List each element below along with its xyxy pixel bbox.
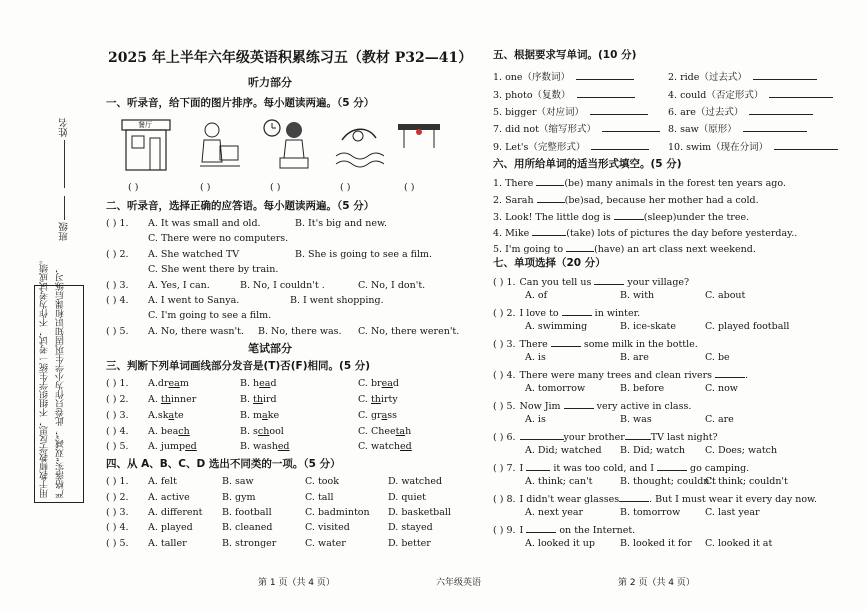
s7-q2-option-a[interactable]: A. swimming	[525, 321, 588, 332]
s5-right-label: 4. could（否定形式）	[668, 90, 764, 101]
s2-q4-num[interactable]: ( ) 4.	[106, 295, 129, 306]
s4-q2-c: C. tall	[305, 492, 334, 503]
s7-blank[interactable]	[715, 368, 745, 378]
underlined-part: th	[253, 394, 263, 405]
s2-q3-c: C. No, I don't.	[358, 280, 426, 291]
s7-answer-bracket[interactable]: ( ) 8.	[493, 494, 516, 505]
s5-right-answer-blank[interactable]	[743, 122, 807, 132]
s7-q1-option-b[interactable]: B. with	[620, 290, 655, 301]
s5-left-label: 5. bigger（对应词）	[493, 107, 585, 118]
s3-q5-num[interactable]: ( ) 5.	[106, 441, 129, 452]
s7-q7-option-b[interactable]: B. thought; couldn't	[620, 476, 716, 487]
underlined-part: ch	[257, 426, 270, 437]
word-part: irty	[380, 394, 398, 405]
s7-question-end: TV last night?	[650, 432, 718, 443]
s2-q5-a: A. No, there wasn't.	[148, 326, 244, 337]
s4-q3-d: D. basketball	[388, 507, 451, 518]
word-part: B. h	[240, 378, 260, 389]
s7-q2-option-c[interactable]: C. played football	[705, 321, 790, 332]
s7-question-start: I love to	[519, 308, 562, 319]
s7-answer-bracket[interactable]: ( ) 3.	[493, 339, 516, 350]
s6-item-1	[493, 176, 786, 190]
s5-left-item-2	[493, 88, 635, 102]
s6-item-5	[493, 242, 756, 256]
pic-bracket-5[interactable]: ( )	[404, 182, 415, 193]
underlined-part: ta	[395, 426, 406, 437]
s7-blank[interactable]	[520, 430, 564, 440]
s7-q9-option-c[interactable]: C. looked it at	[705, 538, 773, 549]
class-line	[64, 196, 65, 220]
s7-question-end: . But I must wear it every day now.	[649, 494, 818, 505]
s7-question-end: in winter.	[591, 308, 641, 319]
s2-q1-num[interactable]: ( ) 1.	[106, 218, 129, 229]
s7-q7-option-c[interactable]: C. think; couldn't	[705, 476, 788, 487]
s7-q9	[493, 523, 635, 537]
picture-swimmer	[334, 118, 384, 172]
s7-question-start: I	[519, 463, 527, 474]
s2-q1-c: C. There were no computers.	[148, 233, 289, 244]
s7-blank[interactable]	[526, 523, 556, 533]
s7-q6-option-a[interactable]: A. Did; watched	[525, 445, 602, 456]
s7-q7-option-a[interactable]: A. think; can't	[525, 476, 593, 487]
s6-answer-blank[interactable]	[537, 193, 565, 203]
s3-q2-num[interactable]: ( ) 2.	[106, 394, 129, 405]
s2-q4-c: C. I'm going to see a film.	[148, 310, 272, 321]
pic-bracket-2[interactable]: ( )	[200, 182, 211, 193]
word-part: B. s	[240, 426, 258, 437]
s6-question-start: 1. There	[493, 178, 537, 189]
name-line	[64, 140, 65, 188]
s3-q4-b	[240, 426, 284, 438]
section-4-heading: 四、从 A、B、C、D 选出不同类的一项。（5 分）	[106, 458, 341, 470]
underlined-part: ea	[259, 378, 271, 389]
s7-answer-bracket[interactable]: ( ) 5.	[493, 401, 516, 412]
word-part: B.	[240, 394, 254, 405]
s7-blank[interactable]	[564, 399, 594, 409]
s7-q3-option-a[interactable]: A. is	[525, 352, 546, 363]
s3-q4-num[interactable]: ( ) 4.	[106, 426, 129, 437]
section-7-heading: 七、单项选择（20 分）	[493, 257, 606, 269]
s5-right-answer-blank[interactable]	[769, 88, 833, 98]
word-part: C. br	[358, 378, 382, 389]
s5-right-item-3	[668, 105, 813, 119]
s4-q2-d: D. quiet	[388, 492, 426, 503]
s7-question-middle: your brother	[563, 432, 625, 443]
s7-q7	[493, 461, 749, 475]
s7-blank[interactable]	[526, 461, 550, 471]
word-part: ss	[387, 410, 398, 421]
s7-q4-option-c[interactable]: C. now	[705, 383, 738, 394]
s6-item-3	[493, 210, 749, 224]
word-part: h	[405, 426, 412, 437]
s7-question-start: There were many trees and clean rivers	[519, 370, 716, 381]
s4-q1-c: C. took	[305, 476, 339, 487]
word-part: inner	[170, 394, 197, 405]
s2-q3-b: B. No, I couldn't .	[240, 280, 325, 291]
s5-right-label: 10. swim（现在分词）	[668, 142, 769, 153]
s7-q5-option-a[interactable]: A. is	[525, 414, 546, 425]
s2-q5-b: B. No, there was.	[258, 326, 342, 337]
s7-q4	[493, 368, 748, 382]
word-part: m	[179, 378, 189, 389]
section-3-heading: 三、判断下列单词画线部分发音是(T)否(F)相同。(5 分)	[106, 360, 371, 372]
s5-left-label: 9. Let's（完整形式）	[493, 142, 586, 153]
word-part: C.	[358, 394, 371, 405]
underlined-part: ed	[277, 441, 290, 452]
pic-bracket-4[interactable]: ( )	[340, 182, 351, 193]
s7-q9-option-b[interactable]: B. looked it for	[620, 538, 692, 549]
s4-q5-b: B. stronger	[222, 538, 277, 549]
underlined-part: ed	[400, 441, 412, 452]
s6-question-end: (sleep)under the tree.	[643, 212, 750, 223]
s6-question-start: 2. Sarah	[493, 195, 537, 206]
s2-q2-c: C. She went there by train.	[148, 264, 279, 275]
s6-item-2	[493, 193, 759, 207]
s5-left-item-5	[493, 140, 649, 154]
picture-restaurant	[120, 118, 172, 172]
notice-line-2: 用于教师教学反思，不组织学生统一考试，不作为考试成绩。	[40, 255, 50, 498]
s4-q3-c: C. badminton	[305, 507, 370, 518]
s2-q1-b: B. It's big and new.	[295, 218, 387, 229]
s5-left-label: 3. photo（复数）	[493, 90, 571, 101]
s3-q4-a	[148, 426, 190, 438]
pic-bracket-3[interactable]: ( )	[270, 182, 281, 193]
s3-q5-c	[358, 441, 412, 453]
word-part: d	[392, 378, 399, 389]
s7-q9-option-a[interactable]: A. looked it up	[525, 538, 595, 549]
s6-answer-blank[interactable]	[532, 226, 566, 236]
s5-left-answer-blank[interactable]	[577, 88, 635, 98]
s5-left-answer-blank[interactable]	[576, 70, 634, 80]
s7-blank[interactable]	[562, 306, 592, 316]
s3-q3-b	[240, 410, 279, 422]
s6-answer-blank[interactable]	[614, 210, 644, 220]
s7-q6-option-b[interactable]: B. Did; watch	[620, 445, 686, 456]
listening-header: 听力部分	[248, 76, 292, 89]
s6-question-start: 5. I'm going to	[493, 244, 567, 255]
s7-q4-option-b[interactable]: B. before	[620, 383, 665, 394]
word-part: C. Chee	[358, 426, 396, 437]
s5-right-answer-blank[interactable]	[753, 70, 817, 80]
word-part: C. watch	[358, 441, 401, 452]
s3-q1-a	[148, 378, 189, 390]
s6-question-end: (have) an art class next weekend.	[594, 244, 756, 255]
s5-right-answer-blank[interactable]	[749, 105, 813, 115]
word-part: ool	[269, 426, 284, 437]
word-part: B. m	[240, 410, 263, 421]
s3-q5-a	[148, 441, 197, 453]
s4-q1-d: D. watched	[388, 476, 443, 487]
s6-question-start: 4. Mike	[493, 228, 533, 239]
s7-q4-option-a[interactable]: A. tomorrow	[525, 383, 586, 394]
s7-q8	[493, 492, 817, 506]
s7-q1	[493, 275, 689, 289]
s7-q1-option-a[interactable]: A. of	[525, 290, 548, 301]
s4-q4-b: B. cleaned	[222, 522, 273, 533]
s7-answer-bracket[interactable]: ( ) 2.	[493, 308, 516, 319]
s4-q5-num[interactable]: ( ) 5.	[106, 538, 129, 549]
class-label: 班级	[59, 222, 70, 241]
s6-item-4	[493, 226, 797, 240]
picture-reading-boy	[198, 118, 242, 172]
s7-answer-bracket[interactable]: ( ) 7.	[493, 463, 516, 474]
s3-q3-c	[358, 410, 397, 422]
s4-q3-num[interactable]: ( ) 3.	[106, 507, 129, 518]
s3-q1-b	[240, 378, 277, 390]
s7-q6	[493, 430, 718, 444]
section-1-heading: 一、听录音，给下面的图片排序。每小题读两遍。（5 分）	[106, 97, 375, 109]
s2-q4-a: A. I went to Sanya.	[148, 295, 240, 306]
s3-q3-num[interactable]: ( ) 3.	[106, 410, 129, 421]
word-part: A.	[148, 394, 161, 405]
underlined-part: ed	[185, 441, 197, 452]
s6-question-end: (be)sad, because her mother had a cold.	[564, 195, 759, 206]
s7-blank[interactable]	[551, 337, 581, 347]
s7-question-start: I	[519, 525, 527, 536]
s2-q3-num[interactable]: ( ) 3.	[106, 280, 129, 291]
s7-answer-bracket[interactable]: ( ) 1.	[493, 277, 516, 288]
s7-q3-option-c[interactable]: C. be	[705, 352, 730, 363]
s5-right-item-5	[668, 140, 838, 154]
s5-left-item-1	[493, 70, 634, 84]
s5-left-item-3	[493, 105, 648, 119]
s3-q1-c	[358, 378, 399, 390]
s7-question-end: go camping.	[687, 463, 750, 474]
s7-q3-option-b[interactable]: B. are	[620, 352, 649, 363]
s4-q2-b: B. gym	[222, 492, 256, 503]
s4-q2-a: A. active	[148, 492, 190, 503]
s3-q2-a	[148, 394, 196, 406]
s7-q8-option-c[interactable]: C. last year	[705, 507, 760, 518]
s7-question-end: your village?	[624, 277, 690, 288]
underlined-part: ea	[381, 378, 393, 389]
s7-blank[interactable]	[594, 275, 624, 285]
s3-q4-c	[358, 426, 411, 438]
s4-q5-a: A. taller	[148, 538, 187, 549]
s5-left-item-4	[493, 122, 660, 136]
s2-q5-c: C. No, there weren't.	[358, 326, 460, 337]
s5-right-answer-blank[interactable]	[774, 140, 838, 150]
written-header: 笔试部分	[248, 342, 292, 355]
underlined-part: ch	[178, 426, 190, 437]
notice-line-1: 严格落实“双减”，此卷只作为小学生巩固知识和课后练习，	[56, 263, 66, 498]
picture-building	[394, 118, 444, 172]
s2-q2-num[interactable]: ( ) 2.	[106, 249, 129, 260]
s7-answer-bracket[interactable]: ( ) 9.	[493, 525, 516, 536]
word-part: A.sk	[148, 410, 169, 421]
s4-q4-c: C. visited	[305, 522, 350, 533]
s7-question-end: on the Internet.	[556, 525, 636, 536]
s2-q3-a: A. Yes, I can.	[148, 280, 210, 291]
s5-right-label: 8. saw（原形）	[668, 124, 737, 135]
s4-q5-c: C. water	[305, 538, 346, 549]
s4-q1-b: B. saw	[222, 476, 254, 487]
section-6-heading: 六、用所给单词的适当形式填空。(5 分)	[493, 158, 682, 170]
picture-clock-girl	[262, 118, 310, 172]
word-part: ke	[267, 410, 280, 421]
s3-q2-c	[358, 394, 398, 406]
s4-q4-d: D. stayed	[388, 522, 433, 533]
underlined-part: a	[168, 410, 175, 421]
s4-q1-num[interactable]: ( ) 1.	[106, 476, 129, 487]
page-title: 2025 年上半年六年级英语积累练习五（教材 P32—41）	[108, 50, 473, 66]
s7-question-middle: it was too cold, and I	[550, 463, 658, 474]
s4-q2-num[interactable]: ( ) 2.	[106, 492, 129, 503]
s2-q1-a: A. It was small and old.	[148, 218, 261, 229]
s7-q5-option-b[interactable]: B. was	[620, 414, 652, 425]
underlined-part: a	[381, 410, 388, 421]
s7-question-start: There	[519, 339, 551, 350]
s7-q8-option-a[interactable]: A. next year	[525, 507, 584, 518]
word-part: B. wash	[240, 441, 278, 452]
s4-q3-a: A. different	[148, 507, 203, 518]
s4-q1-a: A. felt	[148, 476, 177, 487]
s7-q5-option-c[interactable]: C. are	[705, 414, 734, 425]
word-part: te	[174, 410, 184, 421]
s3-q1-num[interactable]: ( ) 1.	[106, 378, 129, 389]
word-part: ird	[262, 394, 277, 405]
underlined-part: a	[262, 410, 268, 421]
s3-q2-b	[240, 394, 277, 406]
s3-q5-b	[240, 441, 290, 453]
s5-right-item-4	[668, 122, 807, 136]
s5-left-answer-blank[interactable]	[590, 105, 648, 115]
s6-answer-blank[interactable]	[536, 176, 564, 186]
left-page-footer: 第 1 页（共 4 页）	[258, 578, 335, 588]
s7-question-end: some milk in the bottle.	[580, 339, 698, 350]
underlined-part: th	[370, 394, 381, 405]
s7-question-start: Now Jim	[519, 401, 564, 412]
restaurant-sign-text: 餐厅	[138, 121, 152, 129]
s5-left-label: 1. one（序数词）	[493, 72, 571, 83]
s2-q2-a: A. She watched TV	[148, 249, 240, 260]
s5-left-answer-blank[interactable]	[591, 140, 649, 150]
section-2-heading: 二、听录音，选择正确的应答语。每小题读两遍。（5 分）	[106, 200, 375, 212]
s7-answer-bracket[interactable]: ( ) 6.	[493, 432, 516, 443]
s7-blank[interactable]	[619, 492, 649, 502]
s6-answer-blank[interactable]	[566, 242, 594, 252]
s7-question-end: very active in class.	[593, 401, 692, 412]
s4-q4-a: A. played	[148, 522, 193, 533]
s2-q4-b: B. I went shopping.	[290, 295, 384, 306]
s6-question-end: (take) lots of pictures the day before yesterday..	[566, 228, 798, 239]
s4-q4-num[interactable]: ( ) 4.	[106, 522, 129, 533]
right-page-footer: 第 2 页（共 4 页）	[618, 578, 695, 588]
section-5-heading: 五、根据要求写单词。(10 分)	[493, 49, 637, 61]
s7-blank[interactable]	[625, 430, 651, 440]
s7-answer-bracket[interactable]: ( ) 4.	[493, 370, 516, 381]
word-part: C. gr	[358, 410, 382, 421]
s4-q5-d: D. better	[388, 538, 431, 549]
underlined-part: ea	[168, 378, 180, 389]
center-footer: 六年级英语	[436, 578, 482, 588]
word-part: A.dr	[148, 378, 169, 389]
s7-q2	[493, 306, 640, 320]
s7-blank[interactable]	[657, 461, 687, 471]
s7-q5	[493, 399, 691, 413]
s7-q8-option-b[interactable]: B. tomorrow	[620, 507, 681, 518]
underlined-part: th	[160, 394, 171, 405]
s7-q2-option-b[interactable]: B. ice-skate	[620, 321, 676, 332]
s7-q1-option-c[interactable]: C. about	[705, 290, 746, 301]
s6-question-start: 3. Look! The little dog is	[493, 212, 614, 223]
s5-right-label: 2. ride（过去式）	[668, 72, 747, 83]
word-part: d	[270, 378, 277, 389]
s4-q3-b: B. football	[222, 507, 272, 518]
s6-question-end: (be) many animals in the forest ten years ago.	[564, 178, 786, 189]
s3-q3-a	[148, 410, 184, 422]
s5-right-item-1	[668, 70, 817, 84]
name-label: 姓名	[59, 118, 70, 137]
word-part: A. jump	[148, 441, 186, 452]
s7-question-start: I didn't wear glasses	[519, 494, 620, 505]
s5-left-label: 7. did not（缩写形式）	[493, 124, 596, 135]
pic-bracket-1[interactable]: ( )	[128, 182, 139, 193]
s2-q2-b: B. She is going to see a film.	[295, 249, 433, 260]
s7-q6-option-c[interactable]: C. Does; watch	[705, 445, 778, 456]
s5-left-answer-blank[interactable]	[602, 122, 660, 132]
notice-box	[34, 255, 84, 503]
s5-right-label: 6. are（过去式）	[668, 107, 744, 118]
s5-right-item-2	[668, 88, 833, 102]
s2-q5-num[interactable]: ( ) 5.	[106, 326, 129, 337]
word-part: A. bea	[148, 426, 179, 437]
s7-question-start: Can you tell us	[519, 277, 595, 288]
s7-q3	[493, 337, 698, 351]
s7-question-end: .	[745, 370, 749, 381]
